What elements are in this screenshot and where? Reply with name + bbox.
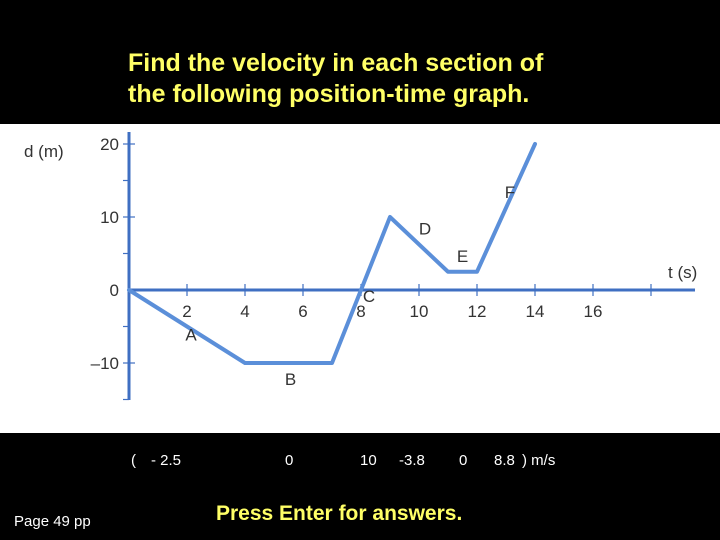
answer-value-f: 8.8 (494, 452, 515, 469)
x-tick-label: 6 (298, 302, 308, 321)
y-tick-label: 20 (100, 135, 119, 154)
x-tick-label: 16 (583, 302, 603, 321)
section-label: D (418, 219, 432, 239)
answer-value-b: 0 (285, 452, 294, 469)
y-axis-label: d (m) (24, 142, 64, 161)
press-enter-prompt: Press Enter for answers. (216, 502, 463, 525)
section-label: F (504, 182, 516, 202)
answer-value-a: - 2.5 (151, 452, 182, 469)
section-label: E (456, 246, 469, 266)
y-tick-label: –10 (90, 354, 119, 373)
x-tick-label: 14 (525, 302, 545, 321)
section-label: A (185, 325, 197, 345)
answer-value-c: 10 (360, 452, 377, 469)
x-axis-label: t (s) (668, 263, 698, 282)
x-tick-label: 2 (182, 302, 192, 321)
x-tick-label: 10 (409, 302, 429, 321)
answers-open-paren: ( (131, 452, 136, 469)
x-tick-label: 12 (467, 302, 487, 321)
x-tick-label: 4 (240, 302, 250, 321)
slide-title: Find the velocity in each section of the following position-time graph. (128, 49, 544, 108)
y-tick-label: 0 (109, 281, 119, 300)
section-label: B (284, 370, 297, 389)
position-time-chart (0, 124, 720, 433)
answer-value-e: 0 (459, 452, 468, 469)
page-reference: Page 49 pp (14, 513, 91, 530)
section-label: C (362, 287, 376, 306)
answer-value-d: -3.8 (399, 452, 425, 469)
answers-row (0, 452, 720, 472)
y-tick-label: 10 (100, 208, 119, 227)
answers-unit: ) m/s (522, 452, 556, 469)
position-time-graph (0, 124, 720, 433)
x-tick-label: 8 (356, 302, 366, 321)
